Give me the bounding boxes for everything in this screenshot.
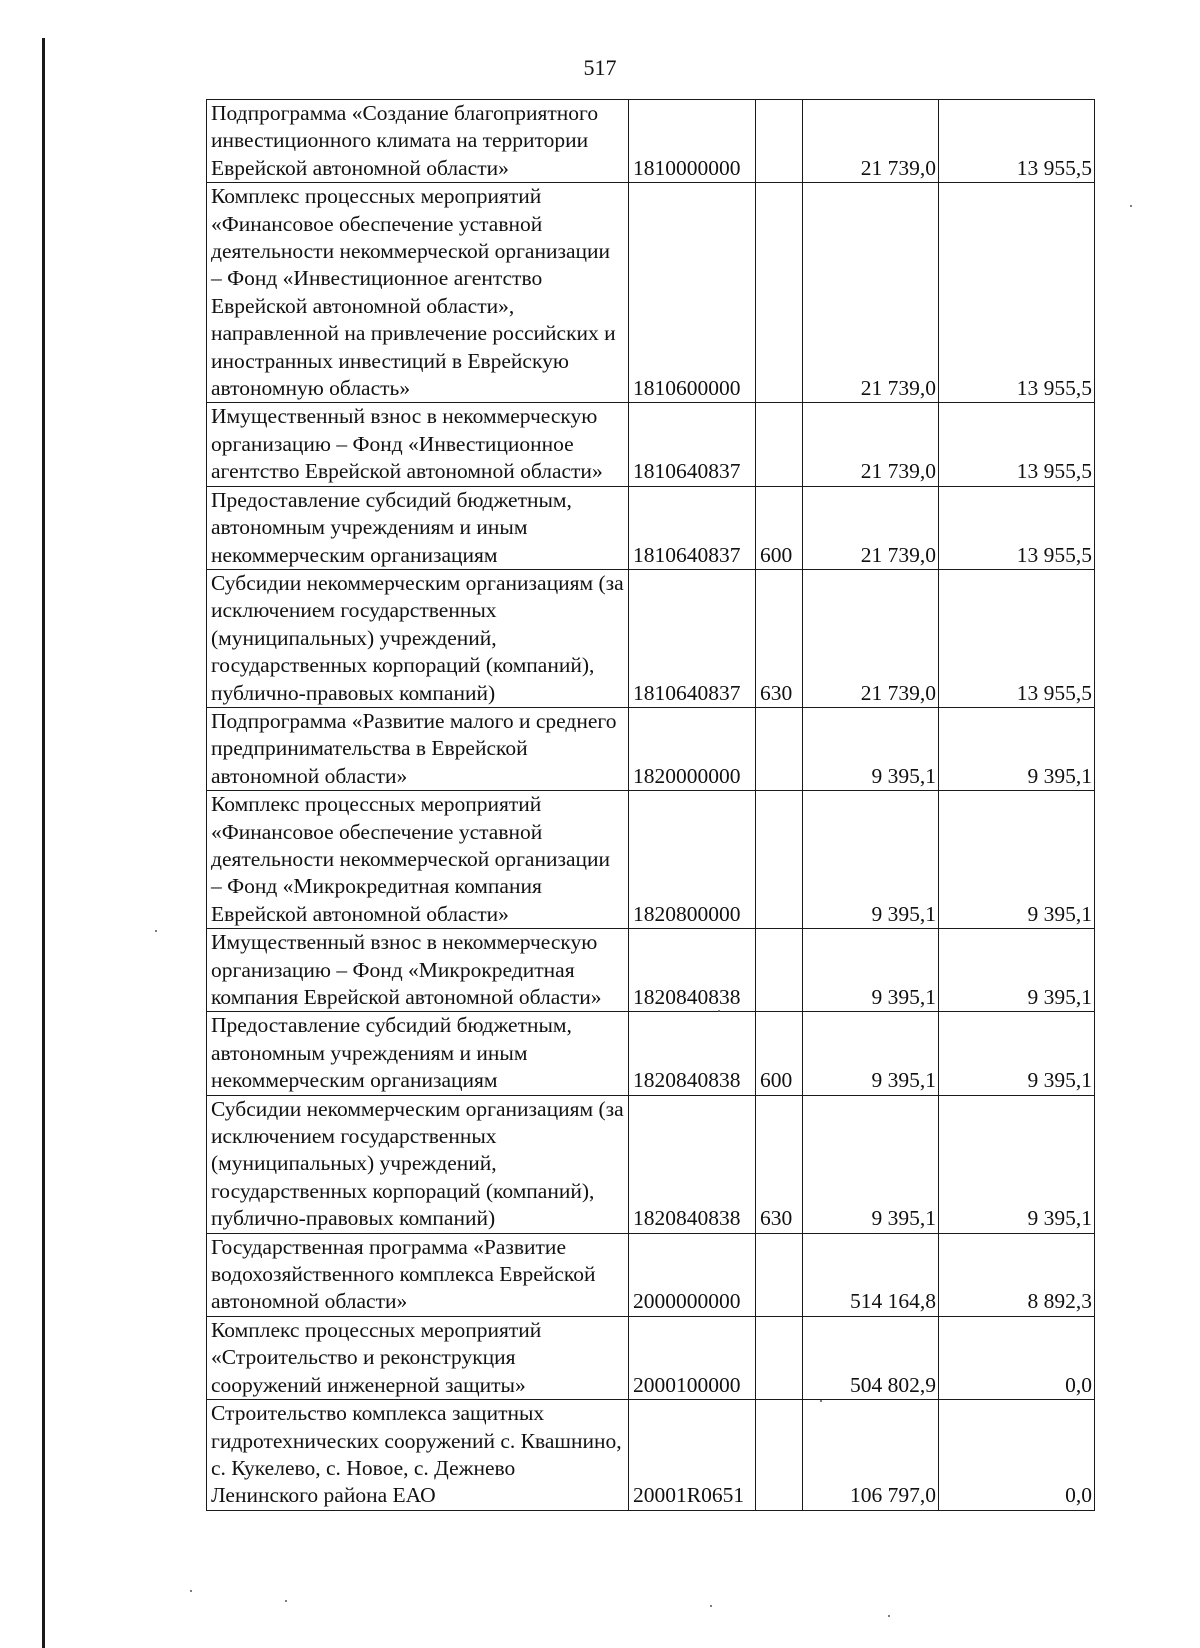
row-expense-type	[756, 1316, 803, 1399]
row-amount-1: 9 395,1	[803, 707, 939, 790]
row-code: 1820840838	[629, 929, 756, 1012]
row-name: Комплекс процессных мероприятий «Финансовое обеспечение уставной деятельности некоммерческой организации – Фонд «Микрокредитная компания Еврейской автономной области»	[207, 791, 629, 929]
row-amount-2: 13 955,5	[939, 403, 1095, 486]
scan-speck	[718, 1010, 720, 1012]
row-name: Субсидии некоммерческим организациям (за исключением государственных (муниципальных) учреждений, государственных корпораций (компаний), публично-правовых компаний)	[207, 1095, 629, 1233]
scan-speck	[285, 1600, 287, 1602]
row-code: 1810640837	[629, 403, 756, 486]
row-amount-1: 514 164,8	[803, 1233, 939, 1316]
scan-speck	[820, 1400, 822, 1402]
table-row	[207, 1316, 1095, 1399]
table-row	[207, 1012, 1095, 1095]
row-expense-type	[756, 707, 803, 790]
row-amount-1: 9 395,1	[803, 929, 939, 1012]
row-code: 2000100000	[629, 1316, 756, 1399]
row-amount-1: 106 797,0	[803, 1400, 939, 1511]
row-amount-1: 504 802,9	[803, 1316, 939, 1399]
table-row	[207, 569, 1095, 707]
row-name: Субсидии некоммерческим организациям (за исключением государственных (муниципальных) учреждений, государственных корпораций (компаний), публично-правовых компаний)	[207, 569, 629, 707]
row-expense-type	[756, 403, 803, 486]
scan-speck	[888, 1615, 890, 1617]
row-amount-1: 21 739,0	[803, 100, 939, 183]
row-code: 2000000000	[629, 1233, 756, 1316]
table-row	[207, 1233, 1095, 1316]
row-code: 1810600000	[629, 183, 756, 403]
row-name: Подпрограмма «Создание благоприятного инвестиционного климата на территории Еврейской автономной области»	[207, 100, 629, 183]
row-code: 1810640837	[629, 569, 756, 707]
row-code: 1810640837	[629, 486, 756, 569]
table-row	[207, 1095, 1095, 1233]
row-amount-1: 9 395,1	[803, 791, 939, 929]
row-amount-2: 8 892,3	[939, 1233, 1095, 1316]
row-amount-1: 21 739,0	[803, 403, 939, 486]
row-amount-2: 0,0	[939, 1400, 1095, 1511]
table-row	[207, 1400, 1095, 1511]
row-amount-1: 21 739,0	[803, 183, 939, 403]
row-expense-type	[756, 929, 803, 1012]
row-amount-2: 13 955,5	[939, 569, 1095, 707]
row-expense-type: 600	[756, 1012, 803, 1095]
row-expense-type	[756, 791, 803, 929]
row-code: 20001R0651	[629, 1400, 756, 1511]
scan-speck	[155, 930, 157, 932]
binding-line	[42, 38, 45, 1648]
table-row	[207, 929, 1095, 1012]
page-number: 517	[583, 55, 617, 80]
row-amount-2: 9 395,1	[939, 707, 1095, 790]
row-amount-1: 21 739,0	[803, 486, 939, 569]
row-name: Предоставление субсидий бюджетным, автономным учреждениям и иным некоммерческим организациям	[207, 486, 629, 569]
table-row	[207, 486, 1095, 569]
row-code: 1820800000	[629, 791, 756, 929]
row-code: 1820840838	[629, 1095, 756, 1233]
row-code: 1820840838	[629, 1012, 756, 1095]
row-amount-2: 0,0	[939, 1316, 1095, 1399]
table-row	[207, 183, 1095, 403]
row-name: Предоставление субсидий бюджетным, автономным учреждениям и иным некоммерческим организациям	[207, 1012, 629, 1095]
table-row	[207, 791, 1095, 929]
row-expense-type	[756, 1400, 803, 1511]
row-amount-2: 13 955,5	[939, 100, 1095, 183]
row-code: 1810000000	[629, 100, 756, 183]
row-amount-2: 9 395,1	[939, 1095, 1095, 1233]
row-name: Строительство комплекса защитных гидротехнических сооружений с. Квашнино, с. Кукелево, с. Новое, с. Дежнево Ленинского района ЕАО	[207, 1400, 629, 1511]
row-expense-type: 600	[756, 486, 803, 569]
row-name: Государственная программа «Развитие водохозяйственного комплекса Еврейской автономной области»	[207, 1233, 629, 1316]
table-body	[207, 100, 1095, 1511]
row-amount-2: 13 955,5	[939, 183, 1095, 403]
row-expense-type: 630	[756, 569, 803, 707]
row-amount-2: 9 395,1	[939, 791, 1095, 929]
table-row	[207, 100, 1095, 183]
row-name: Имущественный взнос в некоммерческую организацию – Фонд «Инвестиционное агентство Еврейской автономной области»	[207, 403, 629, 486]
row-amount-1: 21 739,0	[803, 569, 939, 707]
row-expense-type	[756, 1233, 803, 1316]
scan-speck	[190, 1590, 192, 1592]
scan-speck	[710, 1605, 712, 1607]
row-amount-1: 9 395,1	[803, 1095, 939, 1233]
row-amount-2: 9 395,1	[939, 929, 1095, 1012]
table-row	[207, 403, 1095, 486]
row-name: Имущественный взнос в некоммерческую организацию – Фонд «Микрокредитная компания Еврейской автономной области»	[207, 929, 629, 1012]
row-name: Подпрограмма «Развитие малого и среднего предпринимательства в Еврейской автономной области»	[207, 707, 629, 790]
row-expense-type: 630	[756, 1095, 803, 1233]
row-amount-2: 9 395,1	[939, 1012, 1095, 1095]
row-expense-type	[756, 100, 803, 183]
budget-table	[206, 99, 1095, 1511]
row-name: Комплекс процессных мероприятий «Строительство и реконструкция сооружений инженерной защиты»	[207, 1316, 629, 1399]
row-amount-2: 13 955,5	[939, 486, 1095, 569]
table-row	[207, 707, 1095, 790]
row-name: Комплекс процессных мероприятий «Финансовое обеспечение уставной деятельности некоммерческой организации – Фонд «Инвестиционное агентство Еврейской автономной области», направленной на привлечение российских и иностранных инвестиций в Еврейскую автономную область»	[207, 183, 629, 403]
scan-speck	[1130, 205, 1132, 207]
row-expense-type	[756, 183, 803, 403]
row-code: 1820000000	[629, 707, 756, 790]
row-amount-1: 9 395,1	[803, 1012, 939, 1095]
